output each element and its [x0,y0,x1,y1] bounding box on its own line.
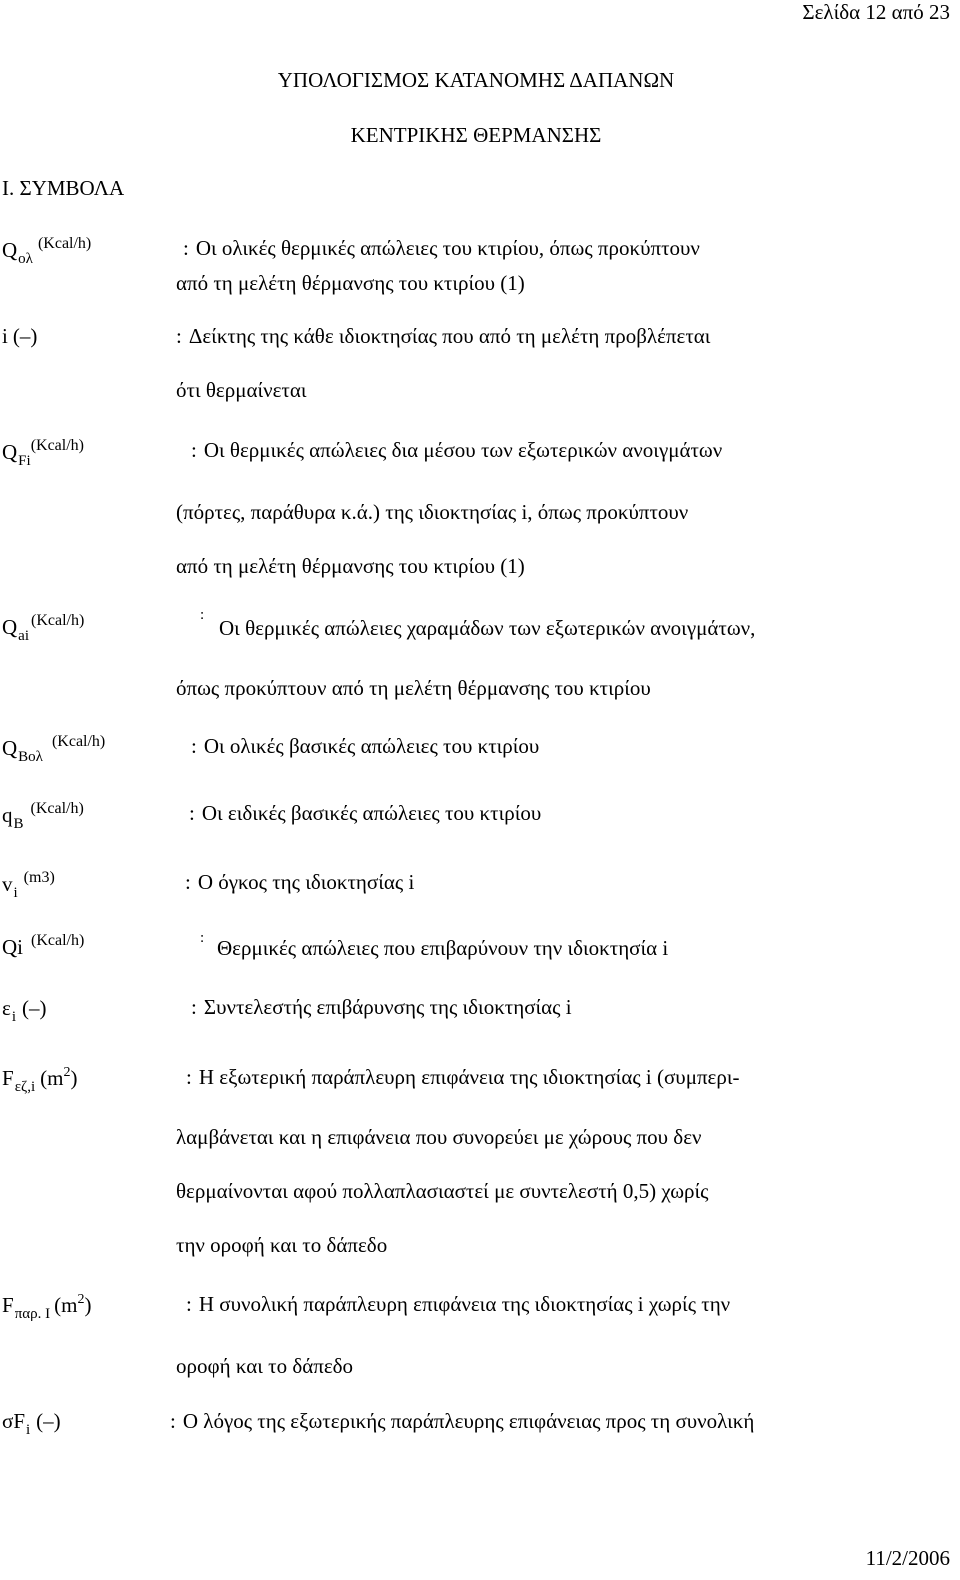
definition-line: ότι θερμαίνεται [176,378,307,402]
symbol-base: Qi [2,935,23,959]
symbol-subscript: i [13,885,18,901]
symbol-unit: (Kcal/h) [51,733,106,750]
definition-line: Οι θερμικές απώλειες χαραμάδων των εξωτερικών ανοιγμάτων, [219,616,756,640]
definition-text: Ο όγκος της ιδιοκτησίας i [197,870,415,894]
definition-text: Συντελεστής επιβάρυνσης της ιδιοκτησίας i [203,995,572,1019]
symbol-subscript: i [26,1422,31,1438]
definition-line: Θερμικές απώλειες που επιβαρύνουν την ιδιοκτησία i [217,936,669,960]
symbol-qi [2,932,85,962]
definition-text: Οι ειδικές βασικές απώλειες του κτιρίου [201,801,542,825]
symbol-q-ol [2,235,92,267]
symbol-base: Q [2,615,18,639]
symbol-q-vol [2,733,106,765]
symbol-sigma-f-i [2,1409,61,1436]
definition-line: οροφή και το δάπεδο [176,1354,354,1378]
symbol-base: Q [2,736,18,760]
definition-colon: : [170,1409,176,1433]
symbol-unit: (Kcal/h) [30,800,84,817]
symbol-unit: (m [40,1066,64,1090]
definition-colon: : [186,1292,192,1316]
definition-colon: : [191,438,197,462]
symbol-subscript: παρ. I [14,1306,51,1322]
definition-text: Η συνολική παράπλευρη επιφάνεια της ιδιοκτησίας i χωρίς την [198,1292,731,1316]
symbol-base: σF [2,1409,25,1433]
page-number: Σελίδα 12 από 23 [802,0,950,24]
definition-text: Δείκτης της κάθε ιδιοκτησίας που από τη μελέτη προβλέπεται [188,324,711,348]
definition-colon: : [200,930,205,946]
definition-line: από τη μελέτη θέρμανσης του κτιρίου (1) [176,554,525,578]
symbol-subscript: εζ,i [14,1079,36,1095]
symbol-i [2,324,37,348]
definition-text: Οι θερμικές απώλειες δια μέσου των εξωτερικών ανοιγμάτων [203,438,723,462]
symbol-base: v [2,872,13,896]
symbol-base: q [2,803,13,827]
definition-line [189,801,541,825]
definition-line [186,1065,740,1089]
definition-line: θερμαίνονται αφού πολλαπλασιαστεί με συντελεστή 0,5) χωρίς [176,1179,709,1203]
definition-colon: : [191,995,197,1019]
definition-line: όπως προκύπτουν από τη μελέτη θέρμανσης του κτιρίου [176,676,651,700]
symbol-subscript: i [11,1009,16,1025]
symbol-q-b [2,800,84,832]
symbol-subscript: ai [18,628,29,644]
definition-colon: : [176,324,182,348]
definition-colon: : [183,236,189,260]
symbol-f-par-i [2,1293,91,1321]
title-line-2: ΚΕΝΤΡΙΚΗΣ ΘΕΡΜΑΝΣΗΣ [350,123,602,147]
definition-line [183,236,700,260]
definition-line [176,324,710,348]
symbol-unit: (–) [12,324,38,348]
symbol-subscript: Fi [18,453,31,469]
symbol-unit-exponent: 2 [63,1065,71,1080]
definition-line: από τη μελέτη θέρμανσης του κτιρίου (1) [176,271,525,295]
definition-line: λαμβάνεται και η επιφάνεια που συνορεύει με χώρους που δεν [176,1125,702,1149]
definition-colon: : [185,870,191,894]
symbol-f-ez-i [2,1066,77,1094]
section-heading: I. ΣΥΜΒΟΛΑ [2,176,125,200]
symbol-base: F [2,1293,14,1317]
symbol-base: F [2,1066,14,1090]
definition-text: Ο λόγος της εξωτερικής παράπλευρης επιφάνειας προς τη συνολική [182,1409,755,1433]
title-line-1: ΥΠΟΛΟΓΙΣΜΟΣ ΚΑΤΑΝΟΜΗΣ ΔΑΠΑΝΩΝ [277,68,675,92]
symbol-unit: (–) [36,1409,61,1433]
symbol-unit: (Kcal/h) [31,612,85,629]
symbol-subscript: B [13,816,24,832]
symbol-base: ε [2,996,11,1020]
definition-line [185,870,414,894]
symbol-subscript: Βολ [18,749,43,765]
definition-colon: : [191,734,197,758]
definition-line: την οροφή και το δάπεδο [176,1233,388,1257]
symbol-base: i [2,324,8,348]
symbol-unit: (Kcal/h) [30,437,84,454]
symbol-unit: (–) [22,996,47,1020]
definition-line [191,438,722,462]
definition-colon: : [189,801,195,825]
symbol-unit: (Kcal/h) [31,932,85,949]
symbol-unit: (m3) [23,869,55,886]
symbol-unit: (m [54,1293,78,1317]
definition-line [191,734,539,758]
symbol-q-ai [2,612,85,644]
symbol-base: Q [2,238,18,262]
symbol-base: Q [2,440,18,464]
definition-text: Οι ολικές θερμικές απώλειες του κτιρίου, όπως προκύπτουν [195,236,700,260]
symbol-unit-end: ) [70,1066,78,1090]
definition-line [191,995,572,1019]
footer-date: 11/2/2006 [865,1546,950,1570]
symbol-epsilon-i [2,996,47,1023]
definition-text: Οι ολικές βασικές απώλειες του κτιρίου [203,734,540,758]
definition-colon: : [200,607,205,623]
symbol-unit: (Kcal/h) [37,235,92,252]
symbol-unit-end: ) [84,1293,92,1317]
symbol-subscript: ολ [18,251,33,267]
symbol-unit-exponent: 2 [77,1292,85,1307]
definition-line [170,1409,754,1433]
definition-text: Η εξωτερική παράπλευρη επιφάνεια της ιδιοκτησίας i (συμπερι- [198,1065,740,1089]
definition-colon: : [186,1065,192,1089]
definition-line: (πόρτες, παράθυρα κ.ά.) της ιδιοκτησίας i, όπως προκύπτουν [176,500,689,524]
definition-line [186,1292,730,1316]
symbol-v-i [2,869,55,901]
symbol-q-fi [2,437,84,469]
